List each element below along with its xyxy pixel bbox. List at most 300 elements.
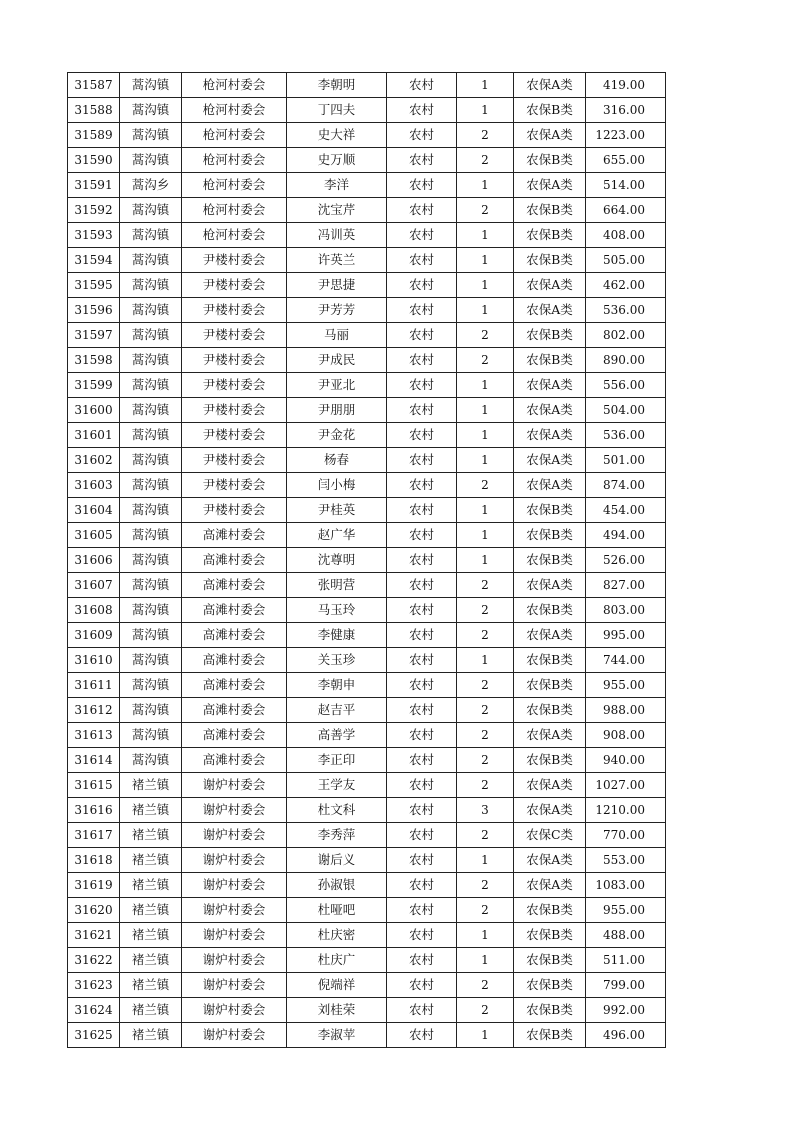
name-cell: 沈宝芹 [287, 198, 387, 223]
insurance-category-cell: 农保B类 [514, 698, 586, 723]
household-type-cell: 农村 [387, 298, 457, 323]
village-committee-cell: 高滩村委会 [182, 698, 287, 723]
village-committee-cell: 尹楼村委会 [182, 398, 287, 423]
insurance-category-cell: 农保B类 [514, 1023, 586, 1048]
town-cell: 蒿沟镇 [120, 373, 182, 398]
town-cell: 蒿沟镇 [120, 523, 182, 548]
household-type-cell: 农村 [387, 598, 457, 623]
insurance-category-cell: 农保A类 [514, 573, 586, 598]
village-committee-cell: 谢炉村委会 [182, 848, 287, 873]
insurance-category-cell: 农保A类 [514, 423, 586, 448]
town-cell: 蒿沟镇 [120, 698, 182, 723]
village-committee-cell: 高滩村委会 [182, 723, 287, 748]
amount-cell: 992.00 [586, 998, 666, 1023]
record-id-cell: 31620 [68, 898, 120, 923]
household-type-cell: 农村 [387, 723, 457, 748]
name-cell: 杜哑吧 [287, 898, 387, 923]
amount-cell: 316.00 [586, 98, 666, 123]
name-cell: 杜庆密 [287, 923, 387, 948]
table-row [68, 173, 666, 198]
town-cell: 褚兰镇 [120, 1023, 182, 1048]
insurance-category-cell: 农保B类 [514, 898, 586, 923]
amount-cell: 1083.00 [586, 873, 666, 898]
table-row [68, 648, 666, 673]
village-committee-cell: 尹楼村委会 [182, 323, 287, 348]
town-cell: 蒿沟镇 [120, 273, 182, 298]
household-type-cell: 农村 [387, 573, 457, 598]
household-type-cell: 农村 [387, 73, 457, 98]
household-type-cell: 农村 [387, 123, 457, 148]
record-id-cell: 31590 [68, 148, 120, 173]
name-cell: 孙淑银 [287, 873, 387, 898]
person-count-cell: 2 [457, 623, 514, 648]
name-cell: 刘桂荣 [287, 998, 387, 1023]
record-id-cell: 31609 [68, 623, 120, 648]
record-id-cell: 31611 [68, 673, 120, 698]
insurance-category-cell: 农保A类 [514, 73, 586, 98]
amount-cell: 940.00 [586, 748, 666, 773]
town-cell: 蒿沟镇 [120, 248, 182, 273]
record-id-cell: 31594 [68, 248, 120, 273]
person-count-cell: 2 [457, 573, 514, 598]
table-row [68, 923, 666, 948]
table-row [68, 948, 666, 973]
town-cell: 褚兰镇 [120, 998, 182, 1023]
person-count-cell: 2 [457, 348, 514, 373]
town-cell: 蒿沟镇 [120, 123, 182, 148]
village-committee-cell: 谢炉村委会 [182, 798, 287, 823]
town-cell: 蒿沟镇 [120, 398, 182, 423]
insurance-category-cell: 农保B类 [514, 98, 586, 123]
name-cell: 李健康 [287, 623, 387, 648]
name-cell: 许英兰 [287, 248, 387, 273]
town-cell: 褚兰镇 [120, 973, 182, 998]
amount-cell: 995.00 [586, 623, 666, 648]
town-cell: 蒿沟镇 [120, 498, 182, 523]
person-count-cell: 1 [457, 73, 514, 98]
record-id-cell: 31615 [68, 773, 120, 798]
insurance-category-cell: 农保A类 [514, 273, 586, 298]
record-id-cell: 31598 [68, 348, 120, 373]
town-cell: 蒿沟镇 [120, 323, 182, 348]
town-cell: 褚兰镇 [120, 873, 182, 898]
person-count-cell: 2 [457, 773, 514, 798]
amount-cell: 462.00 [586, 273, 666, 298]
table-row [68, 148, 666, 173]
town-cell: 蒿沟镇 [120, 423, 182, 448]
table-row [68, 998, 666, 1023]
town-cell: 褚兰镇 [120, 848, 182, 873]
table-row [68, 973, 666, 998]
table-row [68, 1023, 666, 1048]
amount-cell: 556.00 [586, 373, 666, 398]
name-cell: 李秀萍 [287, 823, 387, 848]
household-type-cell: 农村 [387, 923, 457, 948]
name-cell: 尹芳芳 [287, 298, 387, 323]
record-id-cell: 31618 [68, 848, 120, 873]
insurance-category-cell: 农保B类 [514, 348, 586, 373]
insurance-category-cell: 农保B类 [514, 198, 586, 223]
insurance-category-cell: 农保B类 [514, 973, 586, 998]
table-row [68, 773, 666, 798]
amount-cell: 505.00 [586, 248, 666, 273]
amount-cell: 1223.00 [586, 123, 666, 148]
amount-cell: 908.00 [586, 723, 666, 748]
town-cell: 蒿沟镇 [120, 748, 182, 773]
town-cell: 褚兰镇 [120, 898, 182, 923]
amount-cell: 664.00 [586, 198, 666, 223]
name-cell: 尹桂英 [287, 498, 387, 523]
insurance-category-cell: 农保B类 [514, 148, 586, 173]
record-id-cell: 31608 [68, 598, 120, 623]
village-committee-cell: 高滩村委会 [182, 673, 287, 698]
town-cell: 褚兰镇 [120, 948, 182, 973]
table-row [68, 198, 666, 223]
name-cell: 高善学 [287, 723, 387, 748]
town-cell: 蒿沟镇 [120, 448, 182, 473]
household-type-cell: 农村 [387, 248, 457, 273]
person-count-cell: 2 [457, 198, 514, 223]
amount-cell: 988.00 [586, 698, 666, 723]
name-cell: 尹金花 [287, 423, 387, 448]
person-count-cell: 2 [457, 998, 514, 1023]
record-id-cell: 31599 [68, 373, 120, 398]
town-cell: 蒿沟镇 [120, 573, 182, 598]
name-cell: 沈尊明 [287, 548, 387, 573]
town-cell: 蒿沟镇 [120, 148, 182, 173]
village-committee-cell: 枪河村委会 [182, 98, 287, 123]
village-committee-cell: 高滩村委会 [182, 623, 287, 648]
insurance-category-cell: 农保B类 [514, 548, 586, 573]
insurance-category-cell: 农保A类 [514, 448, 586, 473]
table-row [68, 573, 666, 598]
name-cell: 李洋 [287, 173, 387, 198]
insurance-category-cell: 农保A类 [514, 798, 586, 823]
village-committee-cell: 高滩村委会 [182, 573, 287, 598]
household-type-cell: 农村 [387, 773, 457, 798]
insurance-category-cell: 农保B类 [514, 648, 586, 673]
name-cell: 王学友 [287, 773, 387, 798]
person-count-cell: 2 [457, 323, 514, 348]
household-type-cell: 农村 [387, 173, 457, 198]
village-committee-cell: 枪河村委会 [182, 123, 287, 148]
insurance-category-cell: 农保A类 [514, 873, 586, 898]
table-row [68, 798, 666, 823]
name-cell: 马玉玲 [287, 598, 387, 623]
name-cell: 尹思捷 [287, 273, 387, 298]
household-type-cell: 农村 [387, 998, 457, 1023]
records-table [67, 72, 666, 1048]
household-type-cell: 农村 [387, 448, 457, 473]
village-committee-cell: 枪河村委会 [182, 223, 287, 248]
record-id-cell: 31591 [68, 173, 120, 198]
name-cell: 马丽 [287, 323, 387, 348]
town-cell: 蒿沟镇 [120, 548, 182, 573]
record-id-cell: 31622 [68, 948, 120, 973]
village-committee-cell: 尹楼村委会 [182, 298, 287, 323]
amount-cell: 488.00 [586, 923, 666, 948]
record-id-cell: 31597 [68, 323, 120, 348]
record-id-cell: 31617 [68, 823, 120, 848]
person-count-cell: 1 [457, 273, 514, 298]
person-count-cell: 2 [457, 898, 514, 923]
village-committee-cell: 高滩村委会 [182, 548, 287, 573]
name-cell: 赵广华 [287, 523, 387, 548]
village-committee-cell: 尹楼村委会 [182, 498, 287, 523]
name-cell: 史万顺 [287, 148, 387, 173]
household-type-cell: 农村 [387, 273, 457, 298]
amount-cell: 874.00 [586, 473, 666, 498]
person-count-cell: 2 [457, 723, 514, 748]
insurance-category-cell: 农保B类 [514, 248, 586, 273]
village-committee-cell: 尹楼村委会 [182, 348, 287, 373]
name-cell: 张明营 [287, 573, 387, 598]
table-row [68, 323, 666, 348]
village-committee-cell: 谢炉村委会 [182, 773, 287, 798]
amount-cell: 1027.00 [586, 773, 666, 798]
person-count-cell: 2 [457, 148, 514, 173]
person-count-cell: 1 [457, 98, 514, 123]
record-id-cell: 31607 [68, 573, 120, 598]
name-cell: 李朝明 [287, 73, 387, 98]
insurance-category-cell: 农保A类 [514, 123, 586, 148]
name-cell: 尹成民 [287, 348, 387, 373]
person-count-cell: 1 [457, 423, 514, 448]
village-committee-cell: 高滩村委会 [182, 748, 287, 773]
village-committee-cell: 枪河村委会 [182, 73, 287, 98]
table-row [68, 473, 666, 498]
record-id-cell: 31596 [68, 298, 120, 323]
amount-cell: 536.00 [586, 423, 666, 448]
village-committee-cell: 谢炉村委会 [182, 1023, 287, 1048]
table-row [68, 723, 666, 748]
amount-cell: 496.00 [586, 1023, 666, 1048]
village-committee-cell: 谢炉村委会 [182, 873, 287, 898]
amount-cell: 454.00 [586, 498, 666, 523]
household-type-cell: 农村 [387, 323, 457, 348]
amount-cell: 494.00 [586, 523, 666, 548]
insurance-category-cell: 农保A类 [514, 848, 586, 873]
amount-cell: 744.00 [586, 648, 666, 673]
name-cell: 关玉珍 [287, 648, 387, 673]
town-cell: 蒿沟镇 [120, 623, 182, 648]
household-type-cell: 农村 [387, 348, 457, 373]
town-cell: 蒿沟镇 [120, 673, 182, 698]
table-row [68, 698, 666, 723]
insurance-category-cell: 农保B类 [514, 748, 586, 773]
person-count-cell: 1 [457, 448, 514, 473]
table-row [68, 373, 666, 398]
insurance-category-cell: 农保C类 [514, 823, 586, 848]
table-row [68, 448, 666, 473]
village-committee-cell: 尹楼村委会 [182, 248, 287, 273]
record-id-cell: 31593 [68, 223, 120, 248]
table-row [68, 523, 666, 548]
person-count-cell: 3 [457, 798, 514, 823]
village-committee-cell: 尹楼村委会 [182, 423, 287, 448]
person-count-cell: 2 [457, 823, 514, 848]
household-type-cell: 农村 [387, 548, 457, 573]
record-id-cell: 31621 [68, 923, 120, 948]
table-row [68, 873, 666, 898]
village-committee-cell: 谢炉村委会 [182, 948, 287, 973]
name-cell: 丁四夫 [287, 98, 387, 123]
person-count-cell: 1 [457, 923, 514, 948]
insurance-category-cell: 农保A类 [514, 173, 586, 198]
amount-cell: 408.00 [586, 223, 666, 248]
village-committee-cell: 高滩村委会 [182, 598, 287, 623]
person-count-cell: 1 [457, 373, 514, 398]
record-id-cell: 31604 [68, 498, 120, 523]
household-type-cell: 农村 [387, 798, 457, 823]
amount-cell: 803.00 [586, 598, 666, 623]
record-id-cell: 31624 [68, 998, 120, 1023]
table-row [68, 598, 666, 623]
record-id-cell: 31625 [68, 1023, 120, 1048]
village-committee-cell: 谢炉村委会 [182, 923, 287, 948]
insurance-category-cell: 农保B类 [514, 948, 586, 973]
household-type-cell: 农村 [387, 1023, 457, 1048]
table-row [68, 423, 666, 448]
household-type-cell: 农村 [387, 823, 457, 848]
record-id-cell: 31589 [68, 123, 120, 148]
village-committee-cell: 尹楼村委会 [182, 473, 287, 498]
records-table-body [68, 73, 666, 1048]
record-id-cell: 31612 [68, 698, 120, 723]
table-row [68, 748, 666, 773]
amount-cell: 536.00 [586, 298, 666, 323]
table-row [68, 623, 666, 648]
town-cell: 蒿沟乡 [120, 173, 182, 198]
household-type-cell: 农村 [387, 698, 457, 723]
person-count-cell: 1 [457, 948, 514, 973]
person-count-cell: 2 [457, 673, 514, 698]
record-id-cell: 31603 [68, 473, 120, 498]
table-row [68, 273, 666, 298]
record-id-cell: 31595 [68, 273, 120, 298]
amount-cell: 511.00 [586, 948, 666, 973]
person-count-cell: 1 [457, 298, 514, 323]
town-cell: 蒿沟镇 [120, 73, 182, 98]
village-committee-cell: 谢炉村委会 [182, 823, 287, 848]
person-count-cell: 1 [457, 648, 514, 673]
record-id-cell: 31602 [68, 448, 120, 473]
insurance-category-cell: 农保B类 [514, 498, 586, 523]
person-count-cell: 2 [457, 698, 514, 723]
person-count-cell: 1 [457, 498, 514, 523]
household-type-cell: 农村 [387, 873, 457, 898]
amount-cell: 514.00 [586, 173, 666, 198]
name-cell: 李正印 [287, 748, 387, 773]
insurance-category-cell: 农保B类 [514, 223, 586, 248]
household-type-cell: 农村 [387, 623, 457, 648]
name-cell: 闫小梅 [287, 473, 387, 498]
table-row [68, 848, 666, 873]
name-cell: 杨春 [287, 448, 387, 473]
amount-cell: 955.00 [586, 673, 666, 698]
table-row [68, 348, 666, 373]
person-count-cell: 1 [457, 248, 514, 273]
household-type-cell: 农村 [387, 948, 457, 973]
table-row [68, 223, 666, 248]
amount-cell: 955.00 [586, 898, 666, 923]
person-count-cell: 2 [457, 873, 514, 898]
name-cell: 杜文科 [287, 798, 387, 823]
amount-cell: 799.00 [586, 973, 666, 998]
name-cell: 赵吉平 [287, 698, 387, 723]
insurance-category-cell: 农保A类 [514, 723, 586, 748]
insurance-category-cell: 农保B类 [514, 523, 586, 548]
table-row [68, 73, 666, 98]
person-count-cell: 2 [457, 598, 514, 623]
record-id-cell: 31613 [68, 723, 120, 748]
household-type-cell: 农村 [387, 198, 457, 223]
insurance-category-cell: 农保B类 [514, 323, 586, 348]
name-cell: 史大祥 [287, 123, 387, 148]
table-row [68, 673, 666, 698]
insurance-category-cell: 农保A类 [514, 473, 586, 498]
household-type-cell: 农村 [387, 498, 457, 523]
record-id-cell: 31601 [68, 423, 120, 448]
insurance-category-cell: 农保A类 [514, 773, 586, 798]
person-count-cell: 1 [457, 1023, 514, 1048]
insurance-category-cell: 农保A类 [514, 298, 586, 323]
household-type-cell: 农村 [387, 648, 457, 673]
table-row [68, 298, 666, 323]
insurance-category-cell: 农保B类 [514, 673, 586, 698]
town-cell: 蒿沟镇 [120, 723, 182, 748]
record-id-cell: 31610 [68, 648, 120, 673]
village-committee-cell: 枪河村委会 [182, 173, 287, 198]
town-cell: 蒿沟镇 [120, 598, 182, 623]
village-committee-cell: 高滩村委会 [182, 648, 287, 673]
person-count-cell: 1 [457, 548, 514, 573]
town-cell: 褚兰镇 [120, 798, 182, 823]
town-cell: 蒿沟镇 [120, 98, 182, 123]
person-count-cell: 1 [457, 398, 514, 423]
name-cell: 李朝申 [287, 673, 387, 698]
amount-cell: 504.00 [586, 398, 666, 423]
person-count-cell: 2 [457, 123, 514, 148]
amount-cell: 655.00 [586, 148, 666, 173]
amount-cell: 890.00 [586, 348, 666, 373]
name-cell: 谢后义 [287, 848, 387, 873]
name-cell: 李淑苹 [287, 1023, 387, 1048]
household-type-cell: 农村 [387, 373, 457, 398]
table-row [68, 498, 666, 523]
insurance-category-cell: 农保A类 [514, 373, 586, 398]
person-count-cell: 1 [457, 523, 514, 548]
town-cell: 蒿沟镇 [120, 223, 182, 248]
amount-cell: 419.00 [586, 73, 666, 98]
household-type-cell: 农村 [387, 423, 457, 448]
name-cell: 尹朋朋 [287, 398, 387, 423]
amount-cell: 501.00 [586, 448, 666, 473]
town-cell: 褚兰镇 [120, 923, 182, 948]
amount-cell: 802.00 [586, 323, 666, 348]
record-id-cell: 31592 [68, 198, 120, 223]
village-committee-cell: 谢炉村委会 [182, 898, 287, 923]
record-id-cell: 31606 [68, 548, 120, 573]
village-committee-cell: 尹楼村委会 [182, 273, 287, 298]
person-count-cell: 1 [457, 173, 514, 198]
household-type-cell: 农村 [387, 148, 457, 173]
record-id-cell: 31588 [68, 98, 120, 123]
record-id-cell: 31587 [68, 73, 120, 98]
table-row [68, 248, 666, 273]
town-cell: 蒿沟镇 [120, 648, 182, 673]
table-row [68, 548, 666, 573]
